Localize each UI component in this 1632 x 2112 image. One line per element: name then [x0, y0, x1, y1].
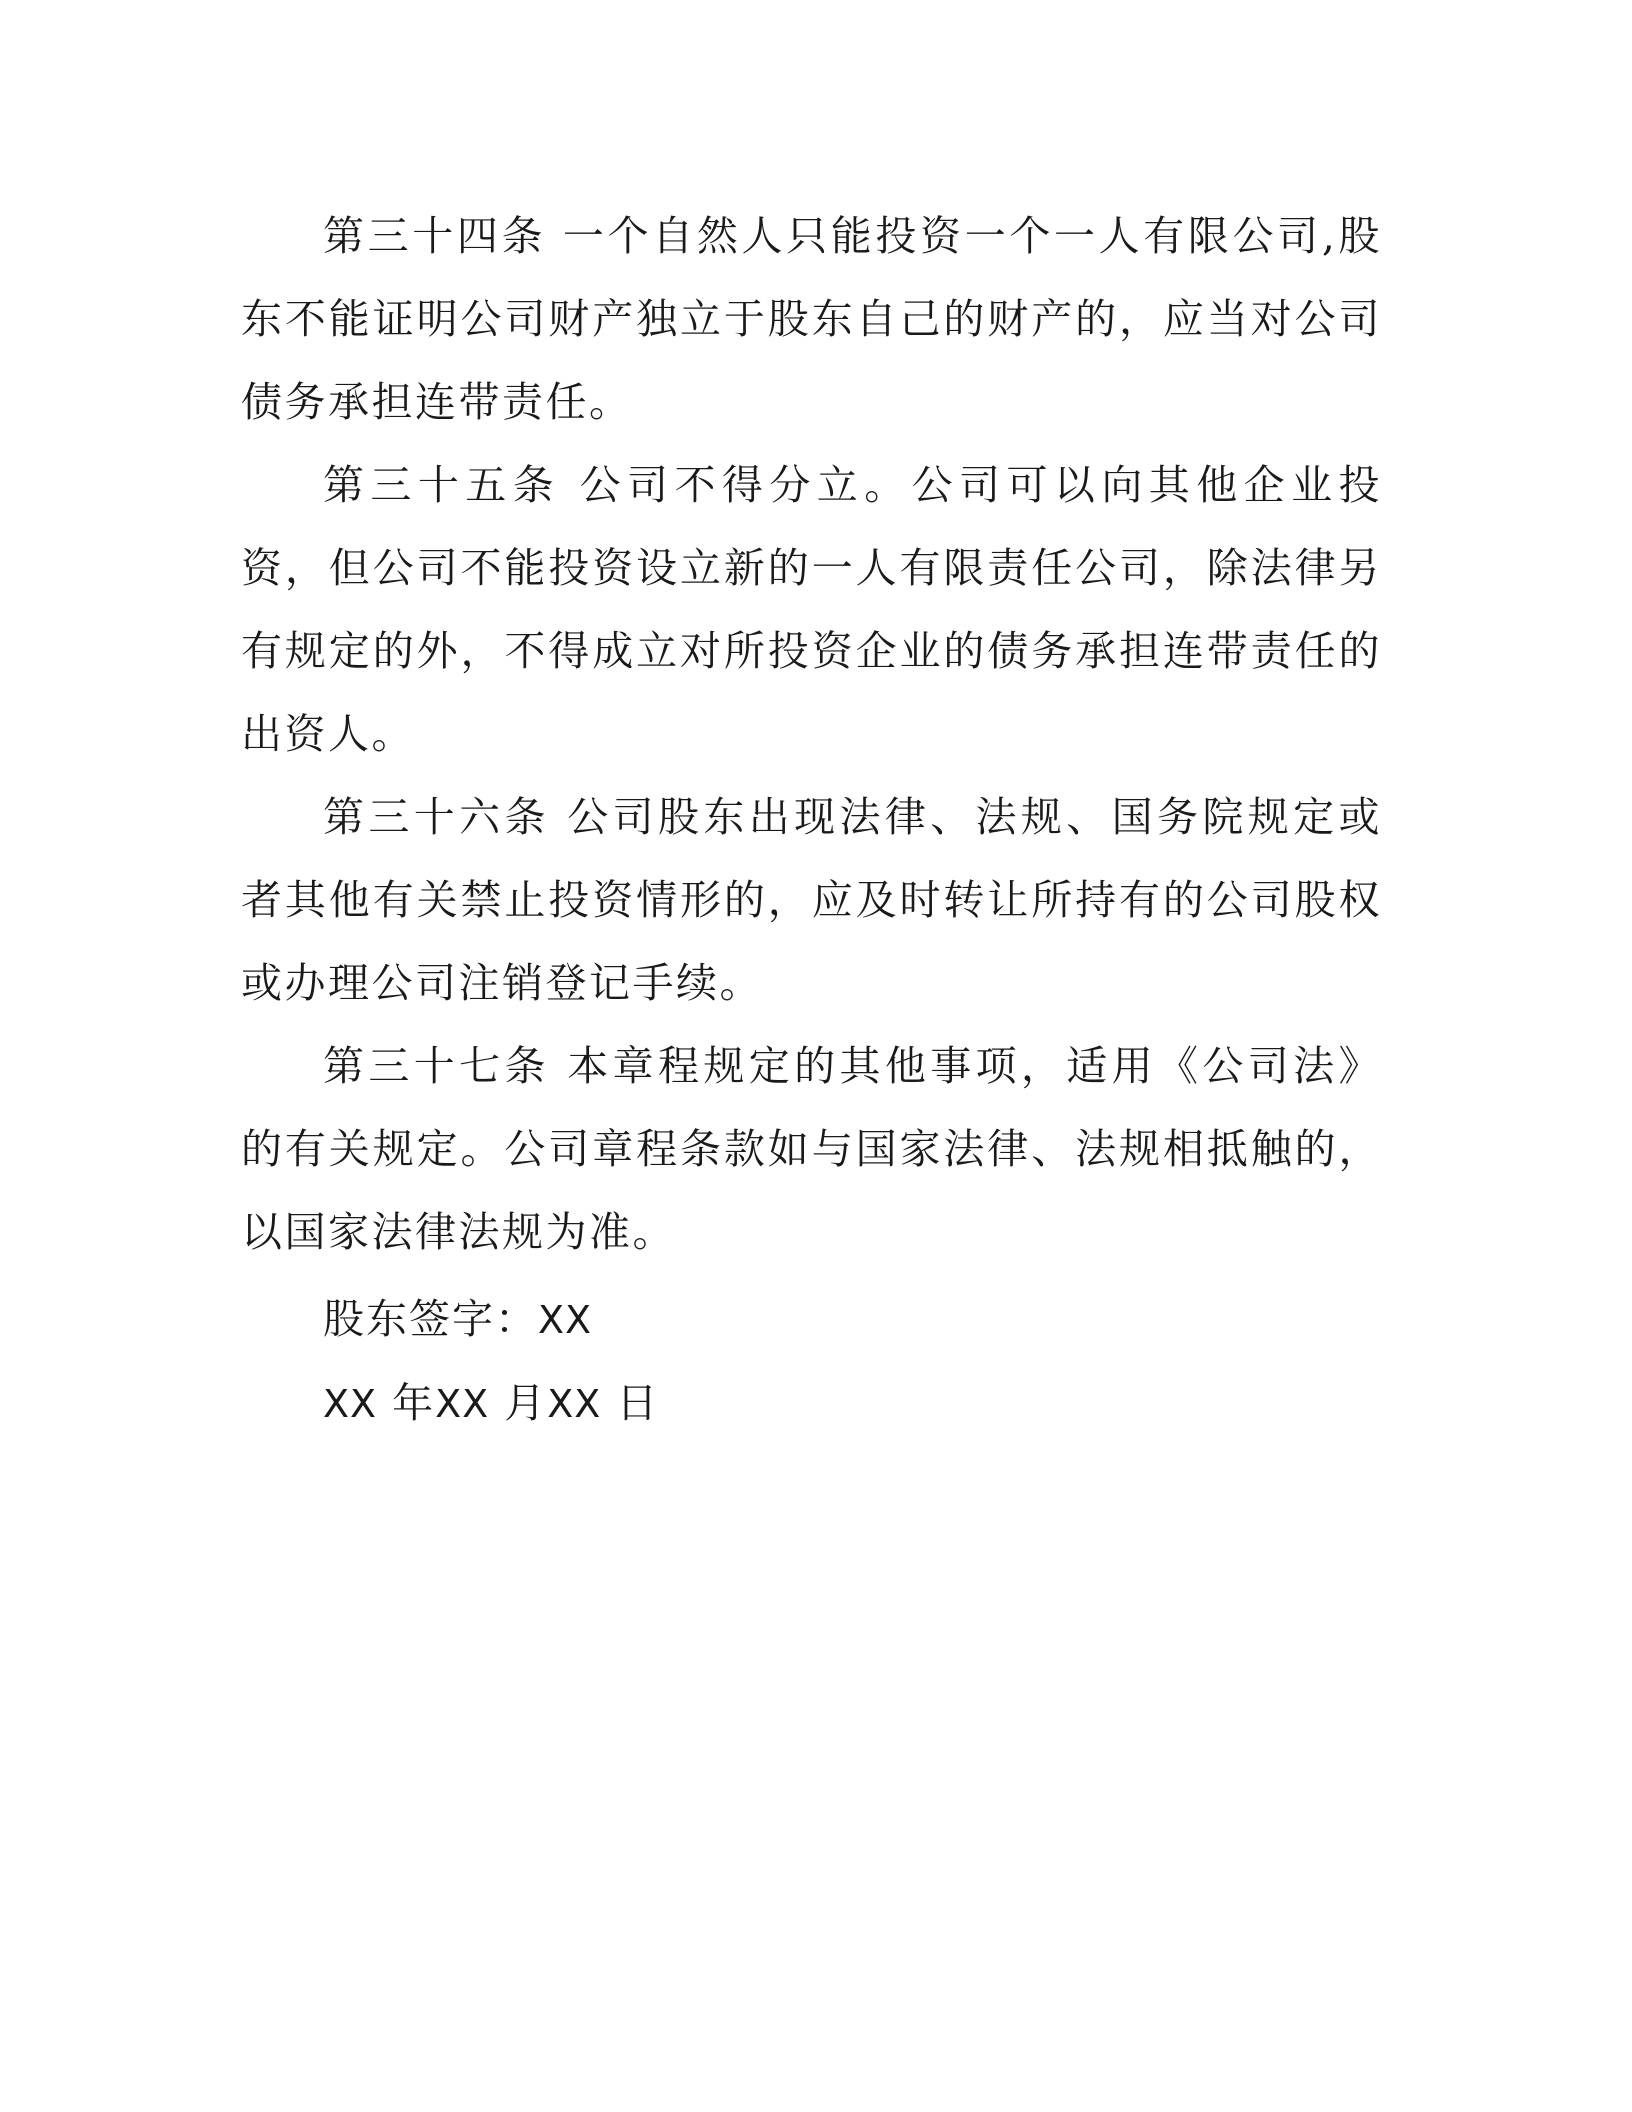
article-text: 本章程规定的其他事项，适用《公司法》的有关规定。公司章程条款如与国家法律、法规相抵触的，以国家法律法规为准。 [241, 1042, 1382, 1256]
date-day: XX [547, 1382, 602, 1426]
article-34 [241, 195, 1382, 444]
shareholder-signature-line [323, 1278, 659, 1362]
date-month-unit: 月 [504, 1379, 548, 1427]
article-number: 第三十五条 [323, 461, 561, 509]
signature-value: XX [538, 1298, 593, 1342]
signature-label: 股东签字： [323, 1295, 538, 1343]
date-year-unit: 年 [392, 1379, 436, 1427]
date-year: XX [323, 1382, 378, 1426]
article-text: 一个自然人只能投资一个一人有限公司,股东不能证明公司财产独立于股东自己的财产的，应当对公司债务承担连带责任。 [241, 212, 1383, 426]
article-text: 公司不得分立。公司可以向其他企业投资，但公司不能投资设立新的一人有限责任公司，除法律另有规定的外，不得成立对所投资企业的债务承担连带责任的出资人。 [241, 461, 1382, 758]
article-number: 第三十四条 [323, 212, 547, 260]
article-text: 公司股东出现法律、法规、国务院规定或者其他有关禁止投资情形的，应及时转让所持有的公司股权或办理公司注销登记手续。 [241, 793, 1382, 1007]
articles-body [241, 195, 1382, 1274]
date-day-unit: 日 [616, 1379, 660, 1427]
article-number: 第三十七条 [323, 1042, 550, 1090]
article-35 [241, 444, 1382, 776]
signature-block [323, 1278, 659, 1446]
date-line [323, 1362, 659, 1446]
article-number: 第三十六条 [323, 793, 550, 841]
date-month: XX [435, 1382, 490, 1426]
article-36 [241, 776, 1382, 1025]
article-37 [241, 1025, 1382, 1274]
